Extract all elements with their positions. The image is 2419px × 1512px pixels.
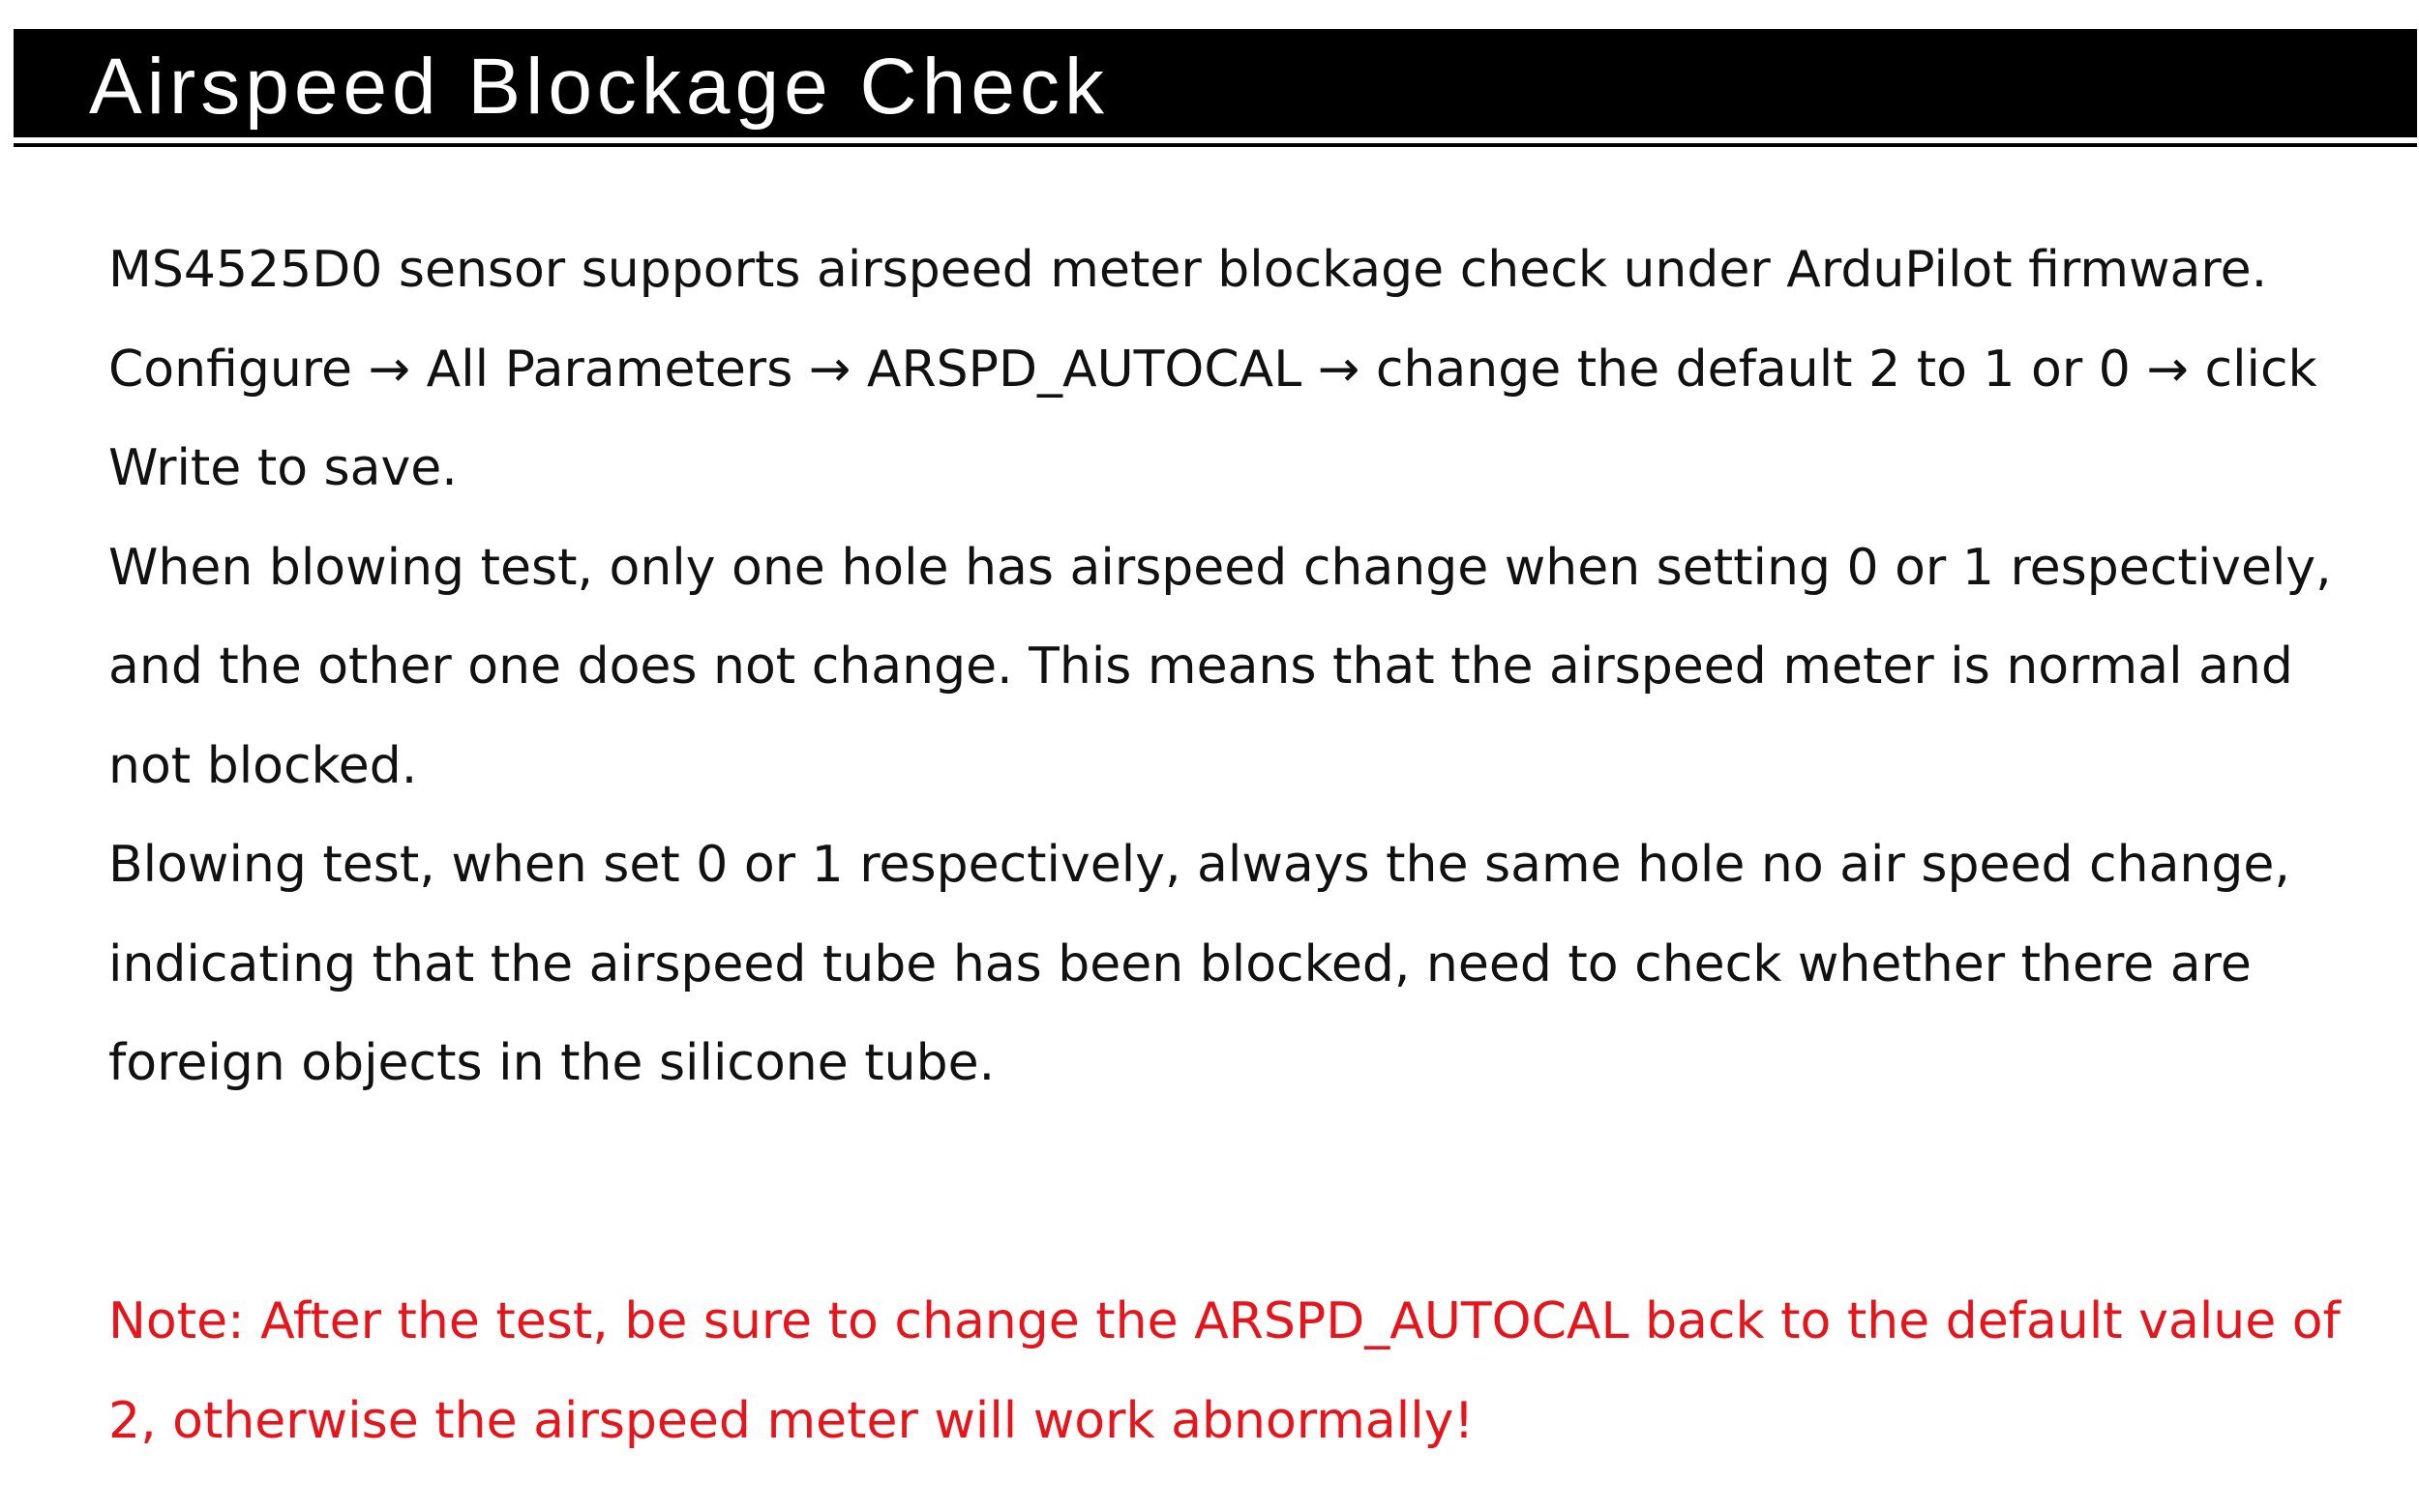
page-title: Airspeed Blockage Check (89, 43, 1109, 131)
paragraph-sensor-support: MS4525D0 sensor supports airspeed meter blockage check under ArduPilot firmware. (108, 241, 2268, 299)
paragraph-normal-result: When blowing test, only one hole has airspeed change when setting 0 or 1 respectively, and the other one does not change. This means that the airspeed meter is normal and not blocked. (108, 538, 2332, 795)
paragraph-blocked-result: Blowing test, when set 0 or 1 respectively, always the same hole no air speed change, indicating that the airspeed tube has been blocked, need to check whether there are foreign objects in the silicone tube. (108, 836, 2290, 1092)
title-underline (14, 143, 2417, 147)
warning-note: Note: After the test, be sure to change the ARSPD_AUTOCAL back to the default value of 2, otherwise the airspeed meter will work abnormally! (108, 1292, 2341, 1450)
paragraph-configure-steps: Configure → All Parameters → ARSPD_AUTOCAL → change the default 2 to 1 or 0 → click Write to save. (108, 340, 2317, 497)
instructions-body (108, 221, 2363, 1113)
